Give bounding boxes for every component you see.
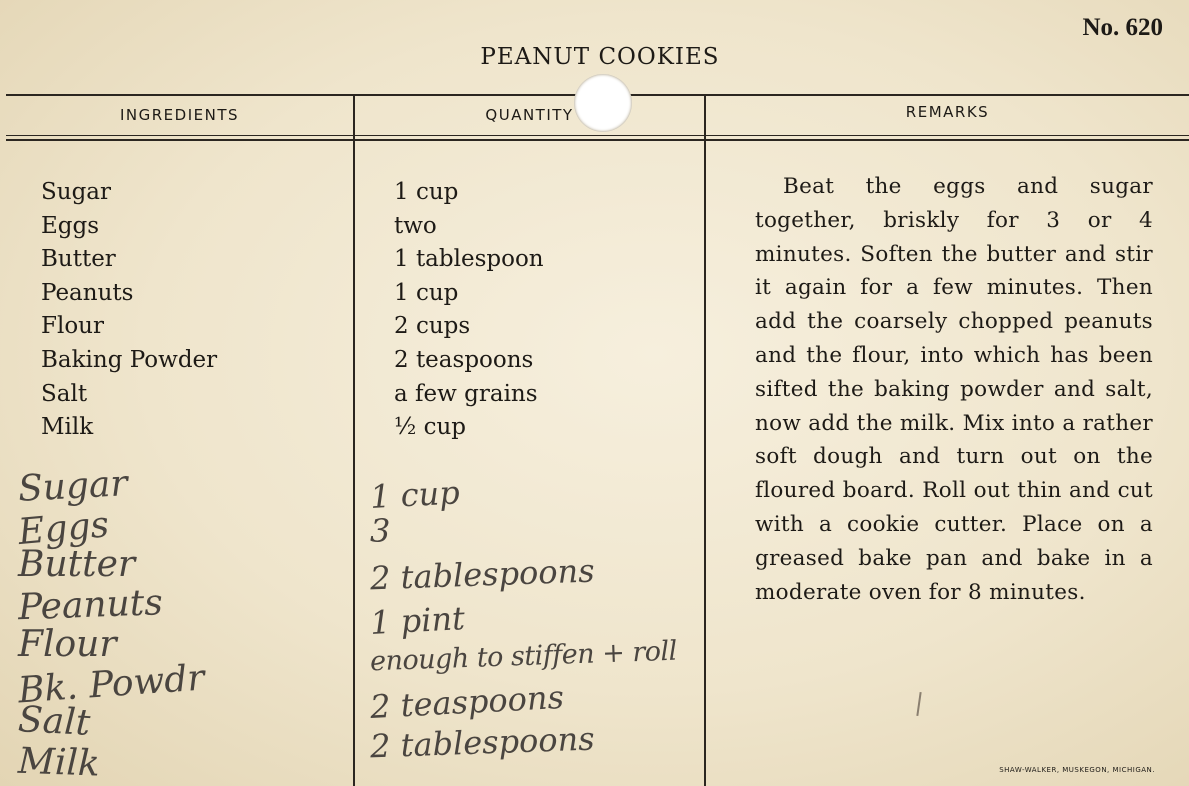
handwritten-ingredient-name: Salt <box>17 699 92 744</box>
header-rule-lower <box>6 139 1189 141</box>
card-number: No. 620 <box>1082 14 1163 41</box>
handwritten-quantity: 1 cup <box>369 473 461 517</box>
handwritten-ingredient-list <box>18 465 205 785</box>
ingredient-quantity: a few grains <box>394 380 538 407</box>
handwritten-quantity: 1 pint <box>369 599 466 643</box>
handwritten-ingredient-name: Eggs <box>16 504 111 554</box>
header-rule-upper <box>6 135 1189 136</box>
ingredient-name: Butter <box>41 246 116 273</box>
ingredient-name: Peanuts <box>41 279 134 306</box>
printer-imprint: SHAW-WALKER, MUSKEGON, MICHIGAN. <box>999 766 1155 774</box>
printed-quantity-list <box>394 176 544 445</box>
ingredient-name: Baking Powder <box>41 346 218 373</box>
ingredient-quantity: 1 cup <box>394 179 459 205</box>
handwritten-ingredient-name: Sugar <box>17 463 129 510</box>
handwritten-quantity: enough to stiffen + roll <box>369 635 678 678</box>
column-divider-1 <box>353 94 355 786</box>
ingredient-name: Eggs <box>41 212 100 239</box>
handwritten-quantity: 2 tablespoons <box>369 719 596 766</box>
ingredient-quantity: two <box>394 212 437 239</box>
remarks-header: REMARKS <box>905 103 990 121</box>
punch-hole <box>574 74 632 132</box>
ingredient-name: Salt <box>41 380 88 407</box>
handwritten-ingredient-name: Peanuts <box>17 582 164 629</box>
ingredient-name: Sugar <box>41 179 111 205</box>
handwritten-ingredient-name: Flour <box>18 624 117 665</box>
ingredient-name: Milk <box>41 414 94 441</box>
handwritten-quantity-list <box>369 468 678 766</box>
column-divider-2 <box>704 94 706 786</box>
handwritten-quantity: 3 <box>370 512 391 550</box>
ingredient-name: Flour <box>41 313 104 340</box>
handwritten-ingredient-name: Bk. Powdr <box>16 657 206 712</box>
recipe-title: PEANUT COOKIES <box>480 44 720 70</box>
printed-ingredient-list <box>41 176 217 445</box>
handwritten-ingredient-name: Milk <box>17 740 101 785</box>
handwritten-quantity: 2 teaspoons <box>369 677 565 727</box>
pencil-mark <box>916 692 921 716</box>
handwritten-quantity: 2 tablespoons <box>369 551 596 598</box>
ingredient-quantity: 1 tablespoon <box>394 246 544 273</box>
ingredient-quantity: ½ cup <box>394 414 467 441</box>
handwritten-ingredient-name: Butter <box>18 544 136 585</box>
remarks-text: Beat the eggs and sugar together, briskly for 3 or 4 minutes. Soften the butter and stir it again for a few minutes. Then add the coarsely chopped peanuts and the flour, into which has been sifted the baking powder and salt, now add the milk. Mix into a rather soft dough and turn out on the floured board. Roll out thin and cut with a cookie cutter. Place on a greased bake pan and bake in a moderate oven for 8 minutes. <box>755 174 1153 605</box>
ingredient-quantity: 2 teaspoons <box>394 346 534 373</box>
ingredient-quantity: 1 cup <box>394 279 459 306</box>
quantity-header: QUANTITY <box>485 106 574 124</box>
ingredient-quantity: 2 cups <box>394 313 471 340</box>
ingredients-header: INGREDIENTS <box>119 106 240 124</box>
